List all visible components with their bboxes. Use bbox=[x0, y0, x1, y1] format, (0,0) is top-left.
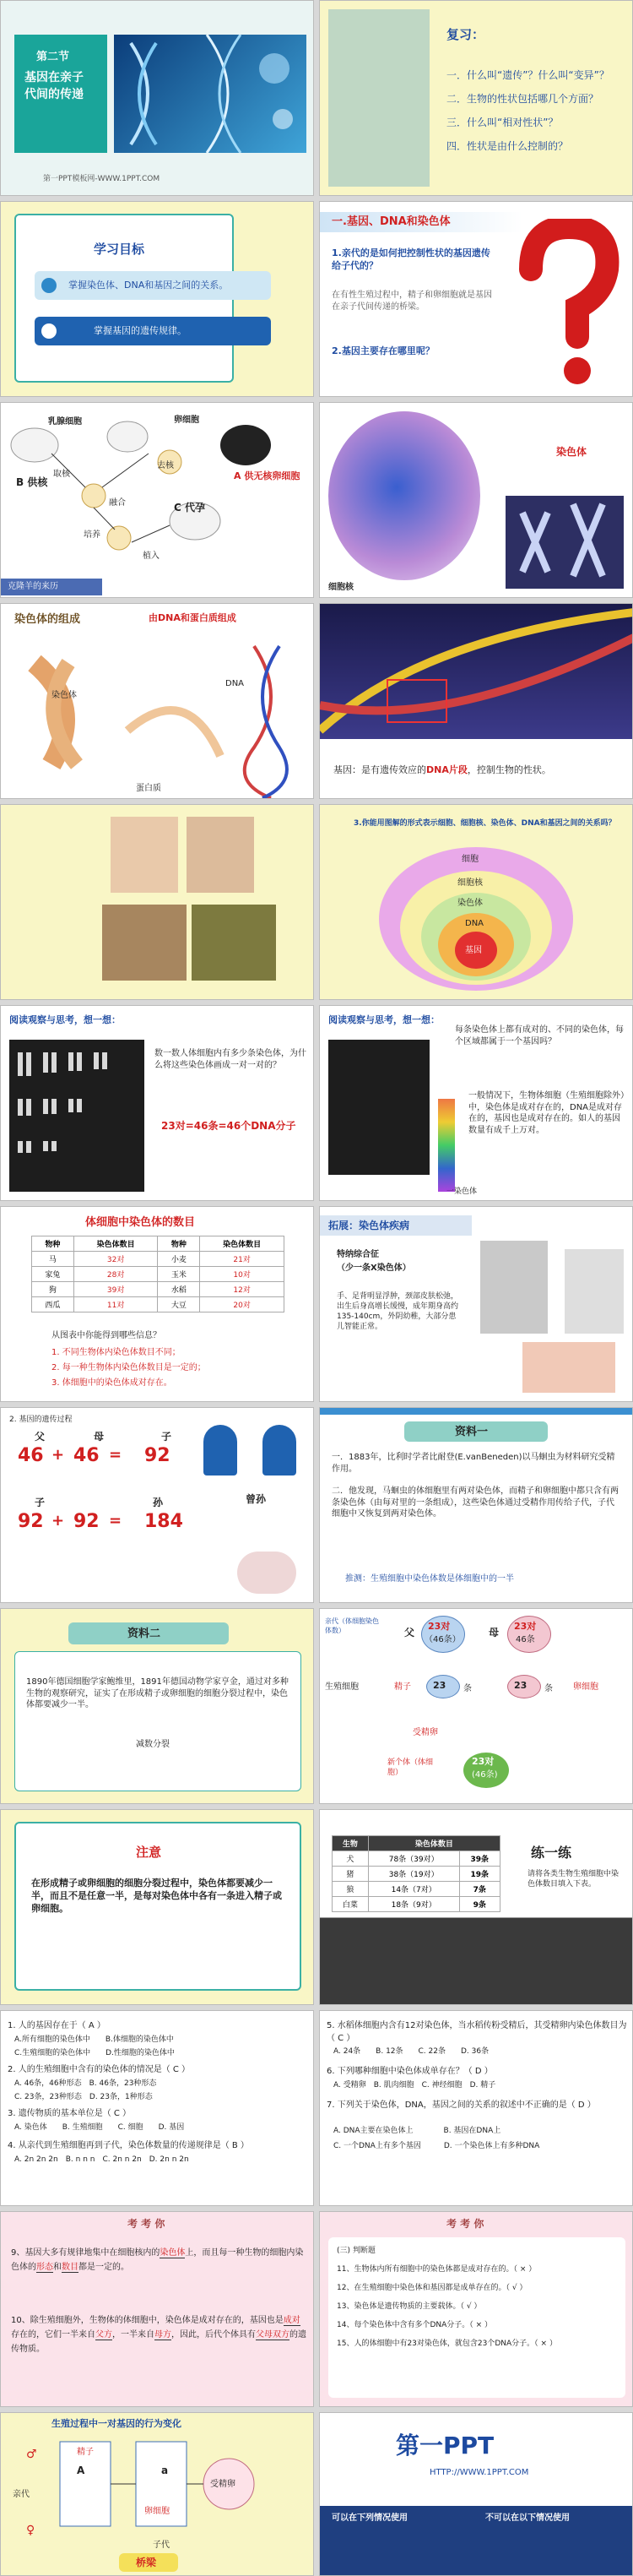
quiz-card bbox=[328, 2237, 625, 2398]
gene-definition bbox=[333, 764, 551, 777]
question-2: 2.基因主要存在哪里呢？ bbox=[332, 345, 435, 356]
label-protein: 蛋白质 bbox=[136, 784, 161, 793]
cell: 11对 bbox=[73, 1297, 158, 1312]
col-count: 染色体数目 bbox=[73, 1236, 158, 1252]
clock-icon bbox=[41, 323, 57, 339]
slide-true-false[interactable] bbox=[319, 2211, 633, 2407]
tf-line: 14、每个染色体中含有多个DNA分子。（ × ） bbox=[337, 2321, 493, 2329]
table-row bbox=[333, 1867, 500, 1882]
quiz-line: A. 2n 2n 2n B. n n n C. 2n n 2n D. 2n n 2n bbox=[14, 2155, 189, 2164]
practice-hint: 请将各类生物生殖细胞中染色体数目填入下表。 bbox=[528, 1870, 619, 1889]
slide-concentric-diagram[interactable] bbox=[319, 804, 633, 1000]
label-chromosome: 染色体 bbox=[51, 691, 77, 700]
quiz-line: A. 染色体 B. 生殖细胞 C. 细胞 D. 基因 bbox=[14, 2123, 185, 2132]
slide-material-2[interactable] bbox=[0, 1608, 314, 1804]
slide-traits-photos[interactable] bbox=[0, 804, 314, 1000]
diagram-question: 3.你能用图解的形式表示细胞、细胞核、染色体、DNA和基因之间的关系吗？ bbox=[354, 819, 616, 828]
label-take-nucleus: 取核 bbox=[53, 470, 70, 479]
section-label: 第二节 bbox=[36, 51, 70, 63]
egg-unit: 条 bbox=[544, 1684, 553, 1693]
sperm-unit: 条 bbox=[463, 1684, 472, 1693]
read-think-heading: 阅读观察与思考，想一想： bbox=[328, 1014, 440, 1025]
extension-tag: 拓展：染色体疾病 bbox=[328, 1220, 410, 1231]
table-title: 体细胞中染色体的数目 bbox=[85, 1216, 196, 1229]
slide-turner-syndrome[interactable] bbox=[319, 1206, 633, 1402]
chromosome-band bbox=[438, 1099, 455, 1192]
label-great-grandson: 曾孙 bbox=[246, 1493, 267, 1505]
quiz-line: 7. 下列关于染色体，DNA，基因之间的关系的叙述中不正确的是（ D ） bbox=[327, 2100, 596, 2110]
egg-count: 23 bbox=[514, 1680, 528, 1691]
q9-answer-2[interactable]: 形态 bbox=[36, 2263, 53, 2272]
ring-label-chromosome: 染色体 bbox=[457, 899, 483, 908]
cell: 猪 bbox=[333, 1867, 369, 1882]
material-card bbox=[14, 1651, 301, 1791]
slide-karyotype-count[interactable] bbox=[0, 1005, 314, 1201]
mother-pairs: 23对 bbox=[514, 1621, 537, 1632]
answer-cell[interactable]: 19条 bbox=[459, 1867, 500, 1882]
father-pairs: 23对 bbox=[428, 1621, 451, 1632]
info-answer-2: 2. 每一种生物体内染色体数目是一定的； bbox=[51, 1363, 206, 1372]
definition-post: ，控制生物的性状。 bbox=[467, 764, 551, 775]
practice-title: 练一练 bbox=[531, 1845, 572, 1861]
cell: 狼 bbox=[333, 1882, 369, 1897]
row1-result: 92 bbox=[144, 1445, 170, 1466]
slide-gene-question[interactable] bbox=[319, 201, 633, 397]
gene-pair-text: 一般情况下，生物体细胞（生殖细胞除外）中，染色体是成对存在的，DNA是成对存在的，基因也是成对存在的。如人的基因数量有成千上万对。 bbox=[468, 1091, 625, 1135]
label-a-egg-donor: A 供无核卵细胞 bbox=[234, 470, 300, 481]
father-count: （46条） bbox=[425, 1635, 461, 1644]
sperm-count: 23 bbox=[433, 1680, 446, 1691]
q9-text: 都是一定的。 bbox=[78, 2263, 129, 2272]
slide-end[interactable] bbox=[319, 2412, 633, 2576]
slide-gene-behavior[interactable] bbox=[0, 2412, 314, 2576]
cell: 白菜 bbox=[333, 1897, 369, 1912]
process-heading: 2. 基因的遗传过程 bbox=[9, 1416, 73, 1424]
ring-label-cell: 细胞 bbox=[462, 855, 479, 864]
cell: 12对 bbox=[200, 1282, 284, 1297]
label-parent-generation: 亲代（体细胞染色体数） bbox=[325, 1617, 379, 1634]
woman-icon bbox=[262, 1425, 296, 1475]
label-zygote: 受精卵 bbox=[210, 2480, 235, 2489]
title-line-2: 代间的传递 bbox=[24, 88, 84, 101]
fill-question-10 bbox=[11, 2313, 306, 2356]
tf-line: 11、生物体内所有细胞中的染色体都是成对存在的。（ × ） bbox=[337, 2265, 537, 2274]
definition-pre: 基因：是有遗传效应的 bbox=[333, 764, 426, 775]
q10-text: 的遗传物质。 bbox=[11, 2330, 306, 2354]
cell: 马 bbox=[32, 1252, 74, 1267]
material-paragraph-1: 一．1883年，比利时学者比耐登(E.vanBeneden)以马蛔虫为材料研究受精作用。 bbox=[332, 1453, 615, 1474]
label-b-donor: B 供核 bbox=[16, 476, 48, 488]
allele-A: A bbox=[77, 2465, 85, 2476]
tf-line: (三) 判断题 bbox=[337, 2247, 376, 2255]
col-organism: 生物 bbox=[333, 1836, 369, 1851]
table-row bbox=[32, 1267, 284, 1282]
cell: 38条（19对） bbox=[368, 1867, 459, 1882]
footer-link[interactable]: 第一PPT模板网-WWW.1PPT.COM bbox=[43, 175, 160, 183]
quiz-line: A. 受精卵 B. 肌肉细胞 C. 神经细胞 D. 精子 bbox=[333, 2081, 496, 2090]
info-answer-1: 1. 不同生物体内染色体数目不同； bbox=[51, 1348, 181, 1357]
usage-forbidden: 不可以在以下情况使用 bbox=[485, 2514, 570, 2523]
q9-answer-3[interactable]: 数目 bbox=[62, 2263, 78, 2272]
man-icon bbox=[203, 1425, 237, 1475]
q10-text: 存在的，它们一半来自 bbox=[11, 2330, 95, 2340]
goal-1-text: 掌握染色体、DNA和基因之间的关系。 bbox=[68, 280, 229, 291]
cloning-diagram bbox=[1, 403, 314, 598]
dna-image bbox=[114, 35, 306, 153]
cell: 20对 bbox=[200, 1297, 284, 1312]
label-c-surrogate: C 代孕 bbox=[174, 502, 205, 514]
usage-allowed: 可以在下列情况使用 bbox=[332, 2514, 408, 2523]
material-title: 资料二 bbox=[127, 1628, 161, 1640]
brand-url[interactable]: HTTP://WWW.1PPT.COM bbox=[430, 2468, 529, 2477]
feet-photo bbox=[522, 1342, 615, 1393]
table-header-row bbox=[333, 1836, 500, 1851]
quiz-line: A.所有细胞的染色体中 B.体细胞的染色体中 bbox=[14, 2035, 174, 2044]
practice-table bbox=[332, 1835, 500, 1912]
table-row bbox=[32, 1252, 284, 1267]
label-culture: 培养 bbox=[84, 530, 100, 540]
material-paragraph-2: 二．他发现，马蛔虫的体细胞里有两对染色体，而精子和卵细胞中都只含有两条染色体（由每对里的一条组成），这些染色体通过受精作用传给子代，子代细胞中又恢复到两对染色体。 bbox=[332, 1486, 619, 1519]
slide-note[interactable] bbox=[0, 1809, 314, 2005]
q9-text: 和 bbox=[53, 2263, 62, 2272]
decor-image bbox=[328, 9, 430, 187]
slide-goals[interactable] bbox=[0, 201, 314, 397]
col-species: 物种 bbox=[32, 1236, 74, 1252]
q10-answer-1[interactable]: 成对 bbox=[283, 2316, 300, 2325]
col-species-2: 物种 bbox=[158, 1236, 200, 1252]
cell: 28对 bbox=[73, 1267, 158, 1282]
cell: 水稻 bbox=[158, 1282, 200, 1297]
quiz-line: 4. 从亲代到生殖细胞再到子代，染色体数量的传递规律是（ B ） bbox=[8, 2141, 249, 2150]
review-heading: 复习： bbox=[446, 27, 485, 42]
q10-answer-3[interactable]: 母方 bbox=[154, 2330, 171, 2340]
cell-image bbox=[328, 411, 480, 580]
label-sperm: 精子 bbox=[394, 1682, 411, 1692]
label-nucleus: 细胞核 bbox=[328, 583, 354, 592]
material-tail: 减数分裂 bbox=[136, 1740, 170, 1749]
row1-equals: = bbox=[109, 1446, 122, 1464]
label-fuse: 融合 bbox=[109, 498, 126, 508]
row2-number-b: 92 bbox=[73, 1511, 100, 1532]
goals-heading: 学习目标 bbox=[94, 242, 145, 257]
chromosome-caption: 一染色体 bbox=[446, 1187, 478, 1196]
material-body: 1890年德国细胞学家鲍维里，1891年德国动物学家亨金，通过对多种生物的观察研究，证实了在形成精子或卵细胞的细胞分裂过程中，染色体都要减少一半。 bbox=[26, 1677, 289, 1709]
label-mother: 母 bbox=[94, 1431, 105, 1443]
col-chromosome-count: 染色体数目 bbox=[368, 1836, 500, 1851]
quiz-line: 2. 人的生殖细胞中含有的染色体的情况是（ C ） bbox=[8, 2065, 191, 2074]
label-chromosome: 染色体 bbox=[556, 446, 587, 458]
syndrome-note: （少一条X染色体） bbox=[337, 1264, 411, 1273]
top-stripe bbox=[320, 1408, 633, 1415]
composition-title: 染色体的组成 bbox=[14, 613, 81, 626]
review-item-3: 三．什么叫“相对性状”？ bbox=[446, 117, 559, 128]
chromosome-image bbox=[506, 496, 624, 589]
label-remove-nucleus: 去核 bbox=[157, 461, 174, 470]
slide-practice-table[interactable] bbox=[319, 1809, 633, 2005]
row1-plus: + bbox=[51, 1446, 65, 1464]
table-row bbox=[333, 1897, 500, 1912]
cell: 西瓜 bbox=[32, 1297, 74, 1312]
slide-inheritance-math[interactable] bbox=[0, 1407, 314, 1603]
table-row bbox=[333, 1851, 500, 1867]
quiz-line: 5. 水稻体细胞内含有12对染色体，当水稻传粉受精后，其受精卵内染色体数目为（ C ） bbox=[327, 2021, 627, 2043]
karyotype-image bbox=[9, 1040, 144, 1192]
cell: 犬 bbox=[333, 1851, 369, 1867]
slide-chromosome-composition[interactable] bbox=[0, 603, 314, 799]
question-1: 1.亲代的是如何把控制性状的基因遗传给子代的？ bbox=[332, 247, 490, 271]
col-count-2: 染色体数目 bbox=[200, 1236, 284, 1252]
q10-answer-4[interactable]: 父母双方 bbox=[256, 2330, 289, 2340]
label-child: 子 bbox=[161, 1431, 172, 1443]
slide-fill-blank[interactable] bbox=[0, 2211, 314, 2407]
slide-chromosome-transmission[interactable] bbox=[319, 1608, 633, 1804]
quiz-line: A. DNA主要在染色体上 B. 基因在DNA上 bbox=[333, 2127, 501, 2135]
answer-cell[interactable]: 39条 bbox=[459, 1851, 500, 1867]
patient-photo bbox=[480, 1241, 548, 1334]
note-title: 注意 bbox=[136, 1845, 162, 1860]
q10-text: ，一半来自 bbox=[112, 2330, 154, 2340]
quiz-heading: 考 考 你 bbox=[446, 2218, 484, 2230]
label-child: 子代 bbox=[153, 2541, 170, 2550]
tf-line: 13、染色体是遗传物质的主要载体。（ √ ） bbox=[337, 2302, 482, 2311]
cell: 大豆 bbox=[158, 1297, 200, 1312]
cell: 14条（7对） bbox=[368, 1882, 459, 1897]
cell: 18条（9对） bbox=[368, 1897, 459, 1912]
banner-text: 克隆羊的来历 bbox=[8, 582, 58, 591]
baby-icon bbox=[237, 1552, 296, 1594]
cell: 32对 bbox=[73, 1252, 158, 1267]
label-mother: 母 bbox=[489, 1627, 500, 1639]
tf-line: 15、人的体细胞中有23对染色体，就包含23个DNA分子。（ × ） bbox=[337, 2340, 557, 2348]
q9-text: 9、基因大多有规律地集中在细胞核内的 bbox=[11, 2248, 160, 2258]
label-egg-cell: 卵细胞 bbox=[174, 416, 199, 425]
quiz-line: C. 23条，23种形态 D. 23条，1种形态 bbox=[14, 2093, 153, 2101]
goal-1-icon bbox=[41, 278, 57, 293]
review-item-4: 四．性状是由什么控制的？ bbox=[446, 140, 569, 152]
q10-answer-2[interactable]: 父方 bbox=[95, 2330, 112, 2340]
mother-count: 46条 bbox=[516, 1635, 535, 1644]
quiz-line: C. 一个DNA上有多个基因 D. 一个染色体上有多种DNA bbox=[333, 2142, 540, 2150]
table-header-row bbox=[32, 1236, 284, 1252]
zygote-count: (46条) bbox=[472, 1770, 498, 1780]
slide-gene-pairs[interactable] bbox=[319, 1005, 633, 1201]
material-inference: 推测：生殖细胞中染色体数是体细胞中的一半 bbox=[345, 1574, 514, 1584]
label-zygote: 受精卵 bbox=[413, 1728, 438, 1737]
cell: 玉米 bbox=[158, 1267, 200, 1282]
row2-number-a: 92 bbox=[18, 1511, 44, 1532]
slide-cover[interactable] bbox=[0, 0, 314, 196]
cell: 21对 bbox=[200, 1252, 284, 1267]
row1-number-a: 46 bbox=[18, 1445, 44, 1466]
count-question: 数一数人体细胞内有多少条染色体，为什么将这些染色体画成一对一对的？ bbox=[154, 1049, 306, 1070]
slide-cell-chromosome[interactable] bbox=[319, 402, 633, 598]
slide-gene-definition[interactable] bbox=[319, 603, 633, 799]
q9-answer-1[interactable]: 染色体 bbox=[160, 2248, 186, 2258]
table-row bbox=[333, 1882, 500, 1897]
question-mark-icon bbox=[506, 219, 624, 388]
chromosome-table bbox=[31, 1236, 284, 1312]
slide-material-1[interactable] bbox=[319, 1407, 633, 1603]
answer-note: 在有性生殖过程中，精子和卵细胞就是基因在亲子代间传递的桥梁。 bbox=[332, 291, 492, 312]
slide-cloning[interactable] bbox=[0, 402, 314, 598]
slide-quiz-2[interactable] bbox=[319, 2010, 633, 2206]
table-row bbox=[32, 1297, 284, 1312]
cell: 39对 bbox=[73, 1282, 158, 1297]
cell: 10对 bbox=[200, 1267, 284, 1282]
label-implant: 植入 bbox=[143, 552, 160, 561]
photo-thumb-1 bbox=[111, 817, 178, 893]
label-parent: 亲代 bbox=[13, 2490, 30, 2499]
karyotype-image bbox=[328, 1040, 430, 1175]
label-egg: 卵细胞 bbox=[573, 1682, 598, 1692]
title-line-1: 基因在亲子 bbox=[24, 71, 84, 84]
slide-chromosome-number-table[interactable] bbox=[0, 1206, 314, 1402]
gene-question: 每条染色体上都有成对的、不同的染色体，每个区域都属于一个基因吗？ bbox=[455, 1025, 624, 1046]
patient-photo-2 bbox=[565, 1249, 624, 1334]
q10-text: 10、除生殖细胞外，生物体的体细胞中，染色体是成对存在的，基因也是 bbox=[11, 2316, 284, 2325]
allele-a: a bbox=[161, 2465, 169, 2476]
female-symbol: ♀ bbox=[26, 2524, 35, 2537]
cell: 狗 bbox=[32, 1282, 74, 1297]
answer-cell[interactable]: 9条 bbox=[459, 1897, 500, 1912]
quiz-line: A. 46条，46种形态 B. 46条，23种形态 bbox=[14, 2079, 157, 2088]
label-germ-cell: 生殖细胞 bbox=[325, 1682, 359, 1692]
row2-result: 184 bbox=[144, 1511, 183, 1532]
syndrome-description: 手、足背明显浮肿，颈部皮肤松弛，出生后身高增长缓慢，成年期身高约135-140cm，外阴幼稚，大部分患儿智能正常。 bbox=[337, 1292, 459, 1332]
q9-text: 上，而且每一种生物的细胞内染色体的 bbox=[11, 2248, 304, 2272]
slide-quiz-1[interactable] bbox=[0, 2010, 314, 2206]
q10-text: ，因此，后代个体具有 bbox=[171, 2330, 256, 2340]
label-milk-cell: 乳腺细胞 bbox=[48, 417, 82, 427]
cell: 家兔 bbox=[32, 1267, 74, 1282]
cell: 78条（39对） bbox=[368, 1851, 459, 1867]
label-egg: 卵细胞 bbox=[144, 2507, 170, 2516]
chromosome-dna-diagram bbox=[1, 629, 314, 798]
label-grandson: 孙 bbox=[153, 1497, 164, 1508]
ring-label-nucleus: 细胞核 bbox=[457, 878, 483, 888]
answer-cell[interactable]: 7条 bbox=[459, 1882, 500, 1897]
quiz-line: C.生殖细胞的染色体中 D.性细胞的染色体中 bbox=[14, 2049, 175, 2057]
quiz-heading: 考 考 你 bbox=[127, 2218, 165, 2230]
zygote-pairs: 23对 bbox=[472, 1756, 495, 1767]
quiz-line: 6. 下列哪种细胞中染色体成单存在？（ D ） bbox=[327, 2067, 493, 2076]
quiz-line: 3. 遗传物质的基本单位是（ C ） bbox=[8, 2109, 132, 2118]
label-new-individual: 新个体（体细胞） bbox=[387, 1758, 434, 1778]
photo-thumb-2 bbox=[187, 817, 254, 893]
syndrome-name: 特纳综合征 bbox=[337, 1250, 379, 1259]
slide-review[interactable] bbox=[319, 0, 633, 196]
dna-helix-image bbox=[320, 604, 633, 739]
quiz-line: 1. 人的基因存在于（ A ） bbox=[8, 2021, 106, 2030]
label-father: 父 bbox=[35, 1431, 46, 1443]
definition-highlight: DNA片段 bbox=[426, 764, 468, 775]
row2-plus: + bbox=[51, 1512, 65, 1530]
row1-number-b: 46 bbox=[73, 1445, 100, 1466]
tf-line: 12、在生殖细胞中染色体和基因都是成单存在的。（ √ ） bbox=[337, 2284, 528, 2292]
row2-equals: = bbox=[109, 1512, 122, 1530]
info-question: 从图表中你能得到哪些信息？ bbox=[51, 1331, 161, 1340]
ring-label-gene: 基因 bbox=[465, 946, 482, 955]
count-answer: 23对=46条=46个DNA分子 bbox=[161, 1120, 296, 1132]
ring-label-dna: DNA bbox=[465, 919, 484, 928]
male-symbol: ♂ bbox=[26, 2448, 37, 2461]
quiz-line: A. 24条 B. 12条 C. 22条 D. 36条 bbox=[333, 2047, 490, 2056]
goal-2-text: 掌握基因的遗传规律。 bbox=[94, 325, 187, 336]
info-answer-3: 3. 体细胞中的染色体成对存在。 bbox=[51, 1378, 172, 1388]
material-title: 资料一 bbox=[455, 1426, 489, 1438]
photo-eye-1 bbox=[102, 905, 187, 981]
label-son: 子 bbox=[35, 1497, 46, 1508]
behavior-title: 生殖过程中一对基因的行为变化 bbox=[51, 2418, 181, 2429]
label-father: 父 bbox=[404, 1627, 415, 1639]
note-body: 在形成精子或卵细胞的细胞分裂过程中，染色体都要减少一半，而且不是任意一半，是每对染色体中各有一条进入精子或卵细胞。 bbox=[31, 1878, 282, 1914]
photo-eye-2 bbox=[192, 905, 276, 981]
table-row bbox=[32, 1282, 284, 1297]
label-dna: DNA bbox=[225, 679, 245, 688]
section-heading: 一.基因、DNA和染色体 bbox=[332, 215, 451, 228]
label-sperm: 精子 bbox=[77, 2448, 94, 2457]
fill-question-9 bbox=[11, 2246, 306, 2274]
composition-sub: 由DNA和蛋白质组成 bbox=[149, 612, 236, 623]
read-think-heading: 阅读观察与思考，想一想： bbox=[9, 1014, 121, 1025]
cell: 小麦 bbox=[158, 1252, 200, 1267]
review-item-2: 二．生物的性状包括哪几个方面？ bbox=[446, 93, 599, 105]
review-item-1: 一．什么叫“遗传”？什么叫“变异”？ bbox=[446, 69, 609, 81]
bridge-label: 桥梁 bbox=[136, 2557, 157, 2568]
brand-logo: 第一PPT bbox=[396, 2432, 495, 2459]
